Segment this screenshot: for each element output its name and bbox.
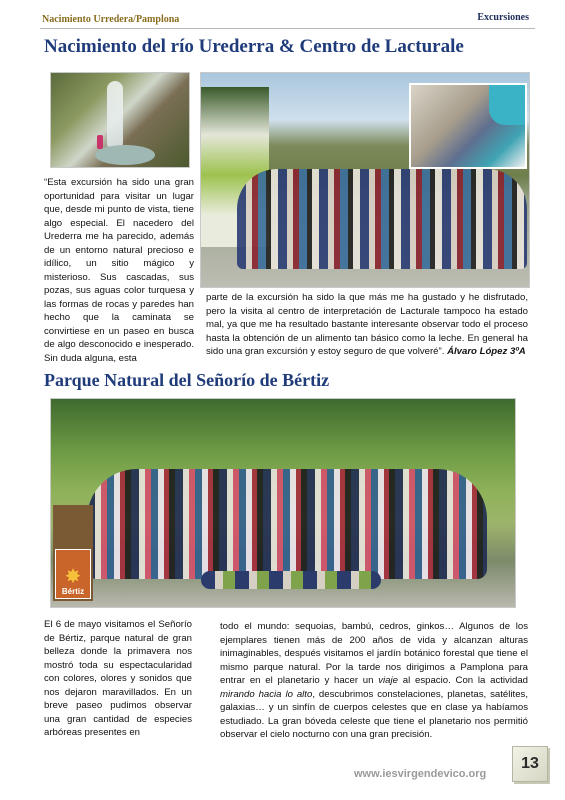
article2-col2-text-b: al espacio. Con la actividad	[397, 675, 528, 686]
bertiz-logo	[55, 549, 91, 599]
page-number: 13	[512, 746, 548, 782]
article1-col1-text: “Esta excursión ha sido una gran oportunidad para visitar un lugar que, desde mi punto de vista, tiene algo especial. El nacedero del Urederra me ha parecido, además de un entorno natural precioso e idílico, un sitio mágico y misterioso. Sus cascadas, sus pozas, sus aguas color turquesa y las formas de rocas y paredes han hecho que la caminata se convirtiese en un paseo en busca de algo desconocido e inesperado. Sin duda alguna, esta	[44, 177, 194, 364]
running-header-right: Excursiones	[477, 12, 529, 23]
article2-col2-em-viaje: viaje	[378, 675, 398, 686]
students-group	[237, 169, 527, 269]
bertiz-group-photo	[50, 398, 516, 608]
footer-website-link[interactable]: www.iesvirgendevico.org	[354, 768, 487, 780]
article1-title: Nacimiento del río Urederra & Centro de Lacturale	[44, 36, 464, 57]
students-lying	[201, 571, 381, 589]
running-header-left: Nacimiento Urredera/Pamplona	[42, 14, 180, 25]
article1-signature: Álvaro López 3ºA	[447, 346, 526, 357]
header-rule	[40, 28, 535, 29]
inset-accent	[489, 85, 525, 125]
article2-col1-text: El 6 de mayo visitamos el Señorío de Bértiz, parque natural de gran belleza donde la primavera nos mostró toda su espectacularidad con colores, olores y sonidos que nos dejaron maravillados. En un breve paseo pudimos observar una gran cantidad de especies arbóreas presentes en	[44, 619, 192, 738]
waterfall-photo	[50, 72, 190, 168]
students-group	[87, 469, 487, 579]
hiker-figure	[97, 135, 103, 149]
article2-column2	[220, 620, 528, 742]
bertiz-logo-text: Bértiz	[61, 587, 85, 596]
leaf-icon: ✸	[64, 566, 82, 588]
pool-shape	[95, 145, 155, 165]
article2-title: Parque Natural del Señorío de Bértiz	[44, 370, 330, 390]
article1-column2	[206, 291, 528, 359]
article2-col2-text-c: , descubrimos constelaciones, planetas, satélites, galaxias… y un sinfín de cuerpos celestes que en clase ya habíamos estudiado. La gran bóveda celeste que tiene el planetario nos permitió observar el cielo nocturno con una gran precisión.	[220, 688, 528, 740]
article1-column1	[44, 176, 194, 365]
article2-col2-em-mirando: mirando hacia lo alto	[220, 688, 313, 700]
article2-column1	[44, 618, 192, 740]
inset-photo	[409, 83, 527, 169]
waterfall-shape	[107, 81, 123, 151]
lacturale-group-photo	[200, 72, 530, 288]
article2-col2-text-a: todo el mundo: sequoias, bambú, cedros, ginkos… Algunos de los ejemplares tienen más de 200 años de vida y alcanzan alturas inimaginables, después visitamos el jardín botánico forestal que tiene el mismo parque natural. Por la tarde nos dirigimos a Pamplona para entrar en el planetario y hacer un	[220, 621, 528, 686]
article1-col2-text: parte de la excursión ha sido la que más me ha gustado y he disfrutado, pero la visita al centro de interpretación de Lacturale tampoco ha estado mal, ya que me ha resultado bastante interesante observar todo el proceso hasta la obtención de un alimento tan básico como la leche. En general ha sido una gran excursión y estoy seguro de que volveré”.	[206, 292, 528, 357]
